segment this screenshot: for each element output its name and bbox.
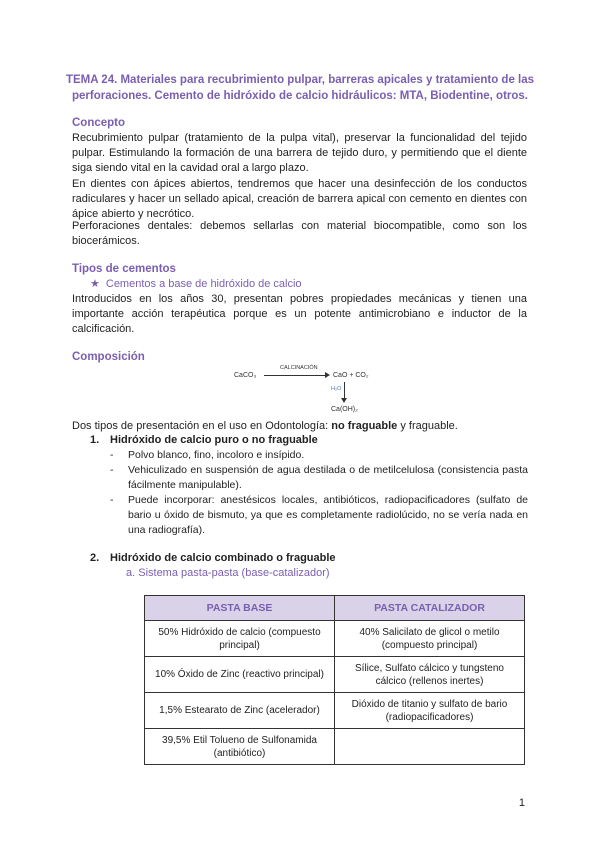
formula-arrow	[264, 375, 328, 376]
list-subitem-a: a. Sistema pasta-pasta (base-catalizador)	[126, 567, 330, 579]
formula-arrow-label: CALCINACIÓN	[280, 365, 318, 371]
formula-down-arrowhead-icon	[341, 398, 347, 403]
formula-arrowhead-icon	[325, 372, 330, 378]
presentacion-start: Dos tipos de presentación en el uso en Odontología:	[72, 420, 332, 432]
bullet-text: Vehiculizado en suspensión de agua destilada o de metilcelulosa (consistencia pasta fácilmente manipulable).	[128, 464, 528, 491]
table-row	[145, 621, 525, 657]
heading-concepto: Concepto	[72, 117, 126, 129]
page-number: 1	[518, 797, 525, 809]
heading-composicion: Composición	[72, 351, 145, 363]
subheading-cementos	[90, 277, 302, 290]
table-header-row	[145, 596, 525, 621]
table-row	[145, 693, 525, 729]
presentacion-end: y fraguable.	[397, 420, 458, 432]
table-header-base: PASTA BASE	[145, 596, 335, 621]
list-item-1-number: 1.	[90, 434, 100, 446]
formula-reactant: CaCO₃	[234, 372, 257, 379]
page-title: TEMA 24. Materiales para recubrimiento pulpar, barreras apicales y tratamiento de las perforaciones. Cemento de hidróxido de calcio hidráulicos: MTA, Biodentine, otros.	[65, 74, 535, 102]
table-cell: Dióxido de titanio y sulfato de bario (radiopacificadores)	[335, 693, 525, 729]
composition-table	[144, 595, 525, 765]
list-item-2	[90, 552, 336, 564]
table-header-catalizador: PASTA CATALIZADOR	[335, 596, 525, 621]
paragraph-presentacion	[72, 419, 527, 434]
presentacion-bold: no fraguable	[331, 420, 398, 432]
dash-icon: -	[110, 494, 114, 506]
bullet-text: Polvo blanco, fino, incoloro e insípido.	[128, 449, 305, 461]
star-icon: ★	[90, 278, 100, 290]
list-item-1	[90, 434, 318, 446]
dash-icon: -	[110, 464, 114, 476]
bullet-item	[110, 448, 528, 463]
subheading-cementos-label: Cementos a base de hidróxido de calcio	[105, 278, 302, 290]
list-item-1-label: Hidróxido de calcio puro o no fraguable	[110, 434, 318, 446]
paragraph-concepto-3: Perforaciones dentales: debemos sellarlas con material biocompatible, como son los biocerámicos.	[72, 220, 527, 247]
dash-icon: -	[110, 449, 114, 461]
bullet-text: Puede incorporar: anestésicos locales, antibióticos, radiopacificadores (sulfato de bario u óxido de bismuto, ya que es completamente radiolúcido, no se vería nada en una radiografía).	[128, 494, 528, 536]
list-item-2-label: Hidróxido de calcio combinado o fraguable	[110, 552, 336, 564]
table-cell: 10% Óxido de Zinc (reactivo principal)	[145, 657, 335, 693]
formula-water: H₂O	[331, 386, 342, 392]
table-cell: 50% Hidróxido de calcio (compuesto principal)	[145, 621, 335, 657]
table-cell	[335, 729, 525, 765]
table-cell: Sílice, Sulfato cálcico y tungsteno cálcico (rellenos inertes)	[335, 657, 525, 693]
paragraph-concepto-1: Recubrimiento pulpar (tratamiento de la pulpa vital), preservar la funcionalidad del tejido pulpar. Estimulando la formación de una barrera de tejido duro, y permitiendo que el diente siga siendo vital en la cavidad oral a largo plazo.	[72, 132, 527, 174]
table-row	[145, 729, 525, 765]
table-cell: 40% Salicilato de glicol o metilo (compuesto principal)	[335, 621, 525, 657]
list-item-2-number: 2.	[90, 552, 100, 564]
formula-final: Ca(OH)₂	[331, 406, 358, 413]
table-row	[145, 657, 525, 693]
bullet-item	[110, 463, 528, 493]
heading-tipos: Tipos de cementos	[72, 263, 176, 275]
bullet-item	[110, 493, 528, 538]
paragraph-tipos: Introducidos en los años 30, presentan pobres propiedades mecánicas y tienen una importante acción terapéutica porque es un potente antimicrobiano e inductor de la calcificación.	[72, 293, 527, 335]
table-cell: 1,5% Estearato de Zinc (acelerador)	[145, 693, 335, 729]
formula-products: CaO + CO₂	[333, 372, 369, 379]
paragraph-concepto-2: En dientes con ápices abiertos, tendremos que hacer una desinfección de los conductos radiculares y hacer un sellado apical, creación de barrera apical con cemento en dientes con ápice abierto y necrótico.	[72, 178, 527, 220]
table-cell: 39,5% Etil Tolueno de Sulfonamida (antibiótico)	[145, 729, 335, 765]
